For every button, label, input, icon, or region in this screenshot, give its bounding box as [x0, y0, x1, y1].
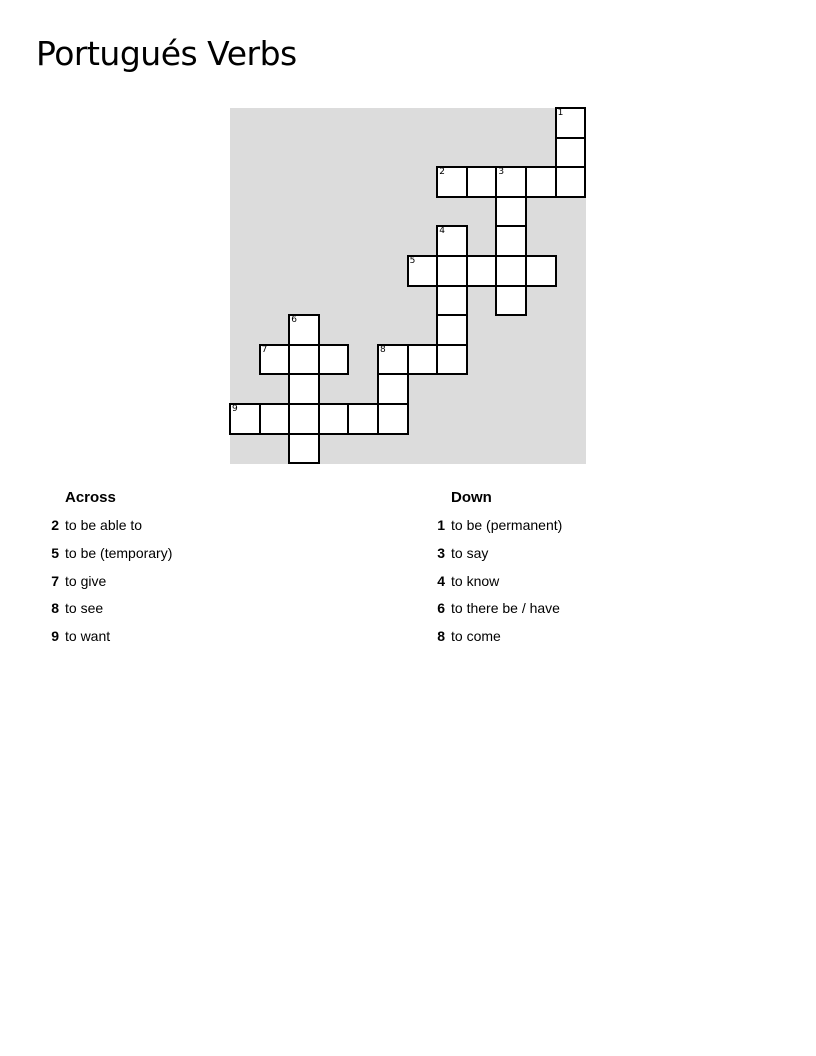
- across-clue: [40, 621, 172, 649]
- down-clue: [426, 593, 562, 621]
- crossword-cell[interactable]: [496, 256, 526, 286]
- cell-number: 7: [261, 344, 268, 355]
- crossword-cell[interactable]: [496, 167, 526, 197]
- crossword-cell[interactable]: [319, 345, 349, 375]
- clue-text: to be (permanent): [451, 517, 563, 533]
- crossword-cell[interactable]: [437, 256, 467, 286]
- clue-number: 2: [51, 517, 59, 533]
- crossword-cell[interactable]: [378, 404, 408, 434]
- clue-number: 9: [51, 628, 59, 645]
- crossword-cell[interactable]: [378, 374, 408, 404]
- across-clue: [40, 593, 172, 621]
- across-clue: [40, 538, 172, 566]
- crossword-cell[interactable]: [289, 374, 319, 404]
- crossword-cell[interactable]: [289, 434, 319, 464]
- crossword-cell[interactable]: [437, 286, 467, 316]
- down-clue: [426, 566, 562, 594]
- across-clues: [40, 486, 172, 649]
- crossword-cell[interactable]: [260, 404, 290, 434]
- crossword-cell[interactable]: [260, 345, 290, 375]
- clue-text: to see: [65, 600, 104, 617]
- crossword-cell[interactable]: [526, 167, 556, 197]
- clue-text: to give: [65, 572, 107, 589]
- clue-number: 6: [437, 600, 445, 617]
- cell-number: 2: [439, 167, 445, 178]
- cell-number: 8: [380, 344, 386, 355]
- crossword-cell[interactable]: [289, 315, 319, 345]
- crossword-cell[interactable]: [556, 167, 586, 197]
- clue-text: to know: [451, 572, 500, 589]
- clue-number: 1: [437, 517, 445, 533]
- crossword-cell[interactable]: [348, 404, 378, 434]
- clue-text: to want: [65, 628, 111, 645]
- crossword-cell[interactable]: [496, 197, 526, 227]
- crossword-cell[interactable]: [526, 256, 556, 286]
- crossword-cell[interactable]: [437, 345, 467, 375]
- page-title: Portugués Verbs: [36, 34, 297, 73]
- across-clue: [40, 510, 172, 538]
- crossword-cell[interactable]: [437, 226, 467, 256]
- crossword-cell[interactable]: [289, 345, 319, 375]
- crossword-cell[interactable]: [437, 167, 467, 197]
- crossword-cell[interactable]: [230, 404, 260, 434]
- crossword-cell[interactable]: [378, 345, 408, 375]
- crossword-cell[interactable]: [556, 108, 586, 138]
- cell-number: 6: [291, 315, 297, 326]
- clue-text: to be able to: [65, 517, 143, 533]
- cell-number: 4: [439, 226, 445, 237]
- crossword-cell[interactable]: [408, 345, 438, 375]
- crossword-cell[interactable]: [556, 138, 586, 168]
- down-heading: Down: [451, 489, 492, 506]
- clue-text: to be (temporary): [65, 544, 173, 561]
- clue-number: 8: [51, 600, 59, 617]
- clue-number: 4: [437, 572, 445, 589]
- down-clue: [426, 510, 562, 538]
- down-clue: [426, 621, 562, 649]
- crossword-grid: [230, 108, 586, 464]
- crossword-cell[interactable]: [496, 286, 526, 316]
- clue-number: 5: [51, 544, 59, 561]
- crossword-cell[interactable]: [496, 226, 526, 256]
- crossword-cell[interactable]: [467, 167, 497, 197]
- across-clue: [40, 566, 172, 594]
- crossword-cell[interactable]: [467, 256, 497, 286]
- cell-number: 5: [409, 256, 416, 266]
- clue-text: to come: [451, 628, 501, 645]
- down-clue: [426, 538, 562, 566]
- cell-number: 1: [557, 108, 564, 118]
- down-clues: [426, 486, 562, 649]
- across-heading: Across: [65, 489, 116, 506]
- clue-number: 8: [437, 628, 445, 645]
- clue-text: to there be / have: [451, 600, 560, 617]
- crossword-cell[interactable]: [437, 315, 467, 345]
- crossword-cell[interactable]: [408, 256, 438, 286]
- crossword-cell[interactable]: [319, 404, 349, 434]
- clue-text: to say: [451, 544, 489, 561]
- cell-number: 9: [232, 404, 238, 414]
- clue-number: 7: [51, 572, 59, 589]
- clue-number: 3: [437, 544, 445, 561]
- crossword-cell[interactable]: [289, 404, 319, 434]
- cell-number: 3: [498, 167, 505, 178]
